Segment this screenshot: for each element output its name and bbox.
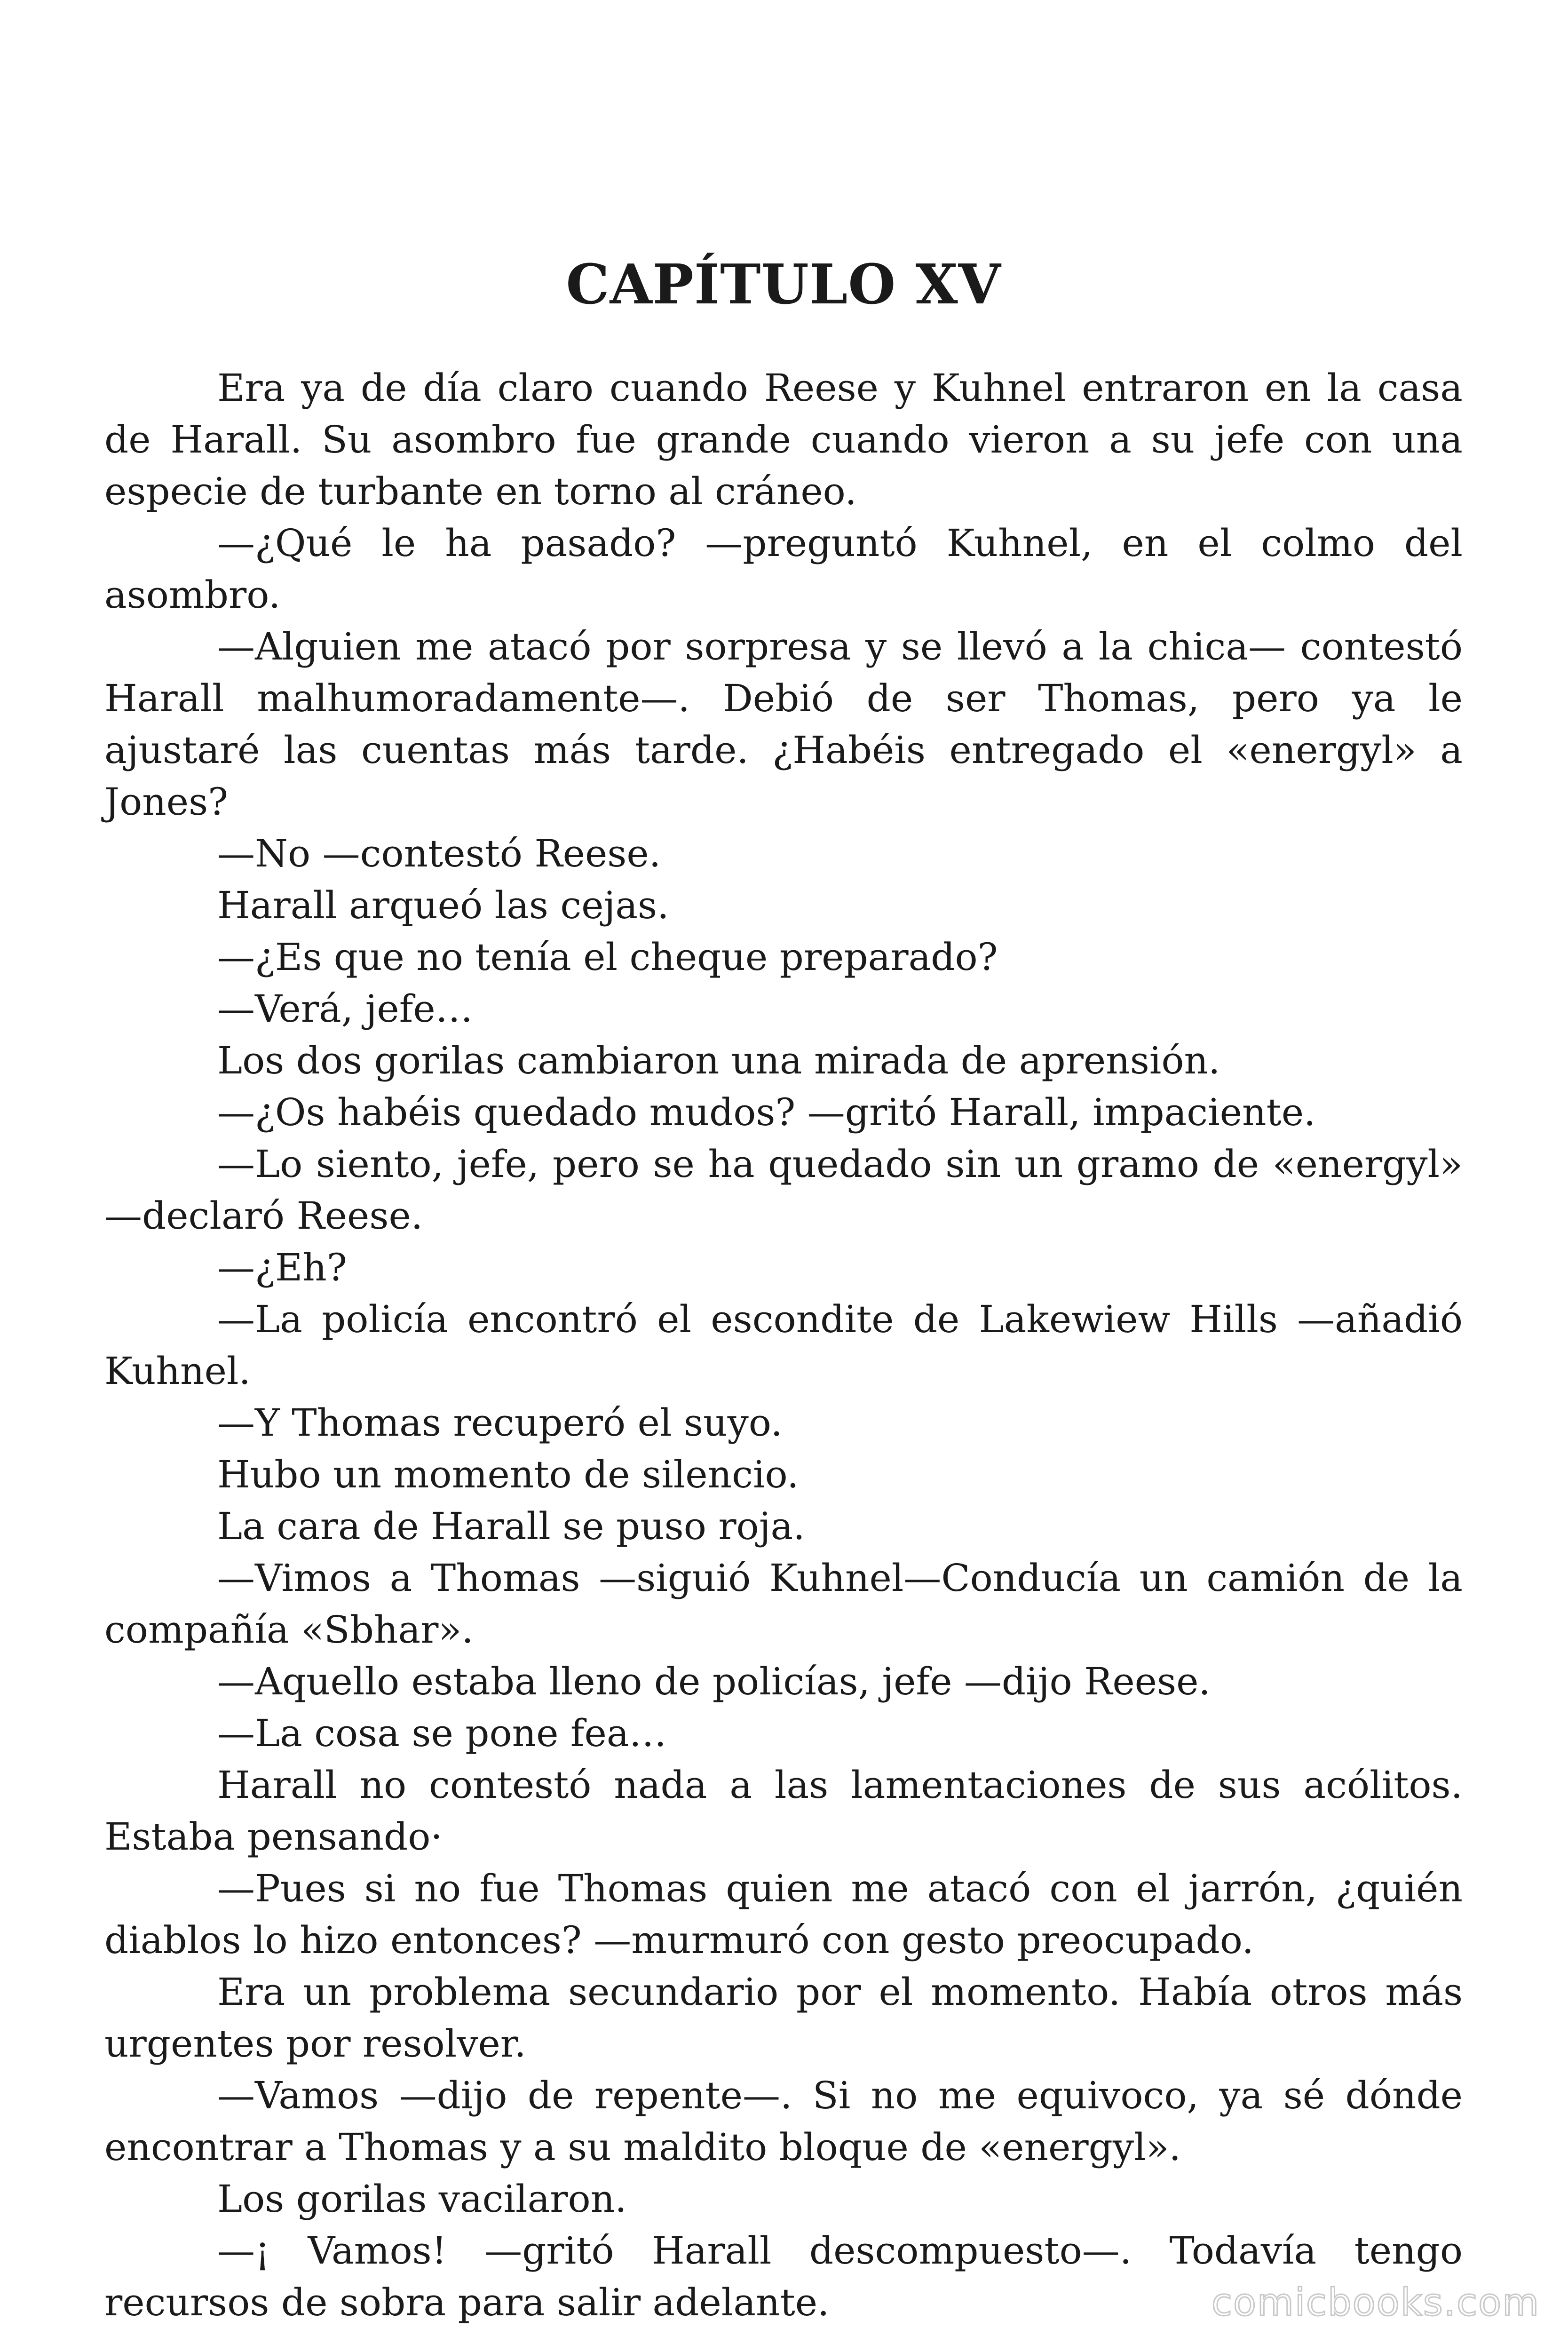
paragraph: —¿Os habéis quedado mudos? —gritó Harall, impaciente.	[217, 1090, 1316, 1134]
paragraph: —Pues si no fue Thomas quien me atacó con el jarrón, ¿quién diablos lo hizo entonces? —murmuró con gesto preocupado.	[104, 1867, 1463, 1962]
paragraph: Era un problema secundario por el momento. Había otros más urgentes por resolver.	[104, 1970, 1463, 2066]
paragraph: —¿Eh?	[217, 1246, 347, 1289]
chapter-title: CAPÍTULO XV	[566, 253, 1001, 317]
paragraph: —Alguien me atacó por sorpresa y se llevó a la chica— contestó Harall malhumoradamente—. Debió de ser Thomas, pero ya le ajustaré las cuentas más tarde. ¿Habéis entregado el «energyl» a Jones?	[104, 625, 1463, 824]
paragraph: Harall arqueó las cejas.	[217, 883, 669, 927]
paragraph: Los dos gorilas cambiaron una mirada de aprensión.	[217, 1039, 1220, 1082]
paragraph: —Lo siento, jefe, pero se ha quedado sin un gramo de «energyl» —declaró Reese.	[104, 1142, 1463, 1238]
paragraph: —¿Es que no tenía el cheque preparado?	[217, 935, 998, 979]
paragraph: —¡ Vamos! —gritó Harall descompuesto—. Todavía tengo recursos de sobra para salir adelante.	[104, 2229, 1463, 2324]
paragraph: —Aquello estaba lleno de policías, jefe —dijo Reese.	[217, 1660, 1211, 1703]
paragraph: —Vamos —dijo de repente—. Si no me equivoco, ya sé dónde encontrar a Thomas y a su maldito bloque de «energyl».	[104, 2074, 1463, 2169]
paragraph: Harall no contestó nada a las lamentaciones de sus acólitos. Estaba pensando·	[104, 1763, 1463, 1859]
watermark: comicbooks.com	[1211, 2280, 1540, 2324]
chapter-body	[104, 362, 1463, 2328]
book-page	[104, 0, 1463, 2352]
paragraph: —¿Qué le ha pasado? —preguntó Kuhnel, en el colmo del asombro.	[104, 521, 1463, 617]
paragraph: —La cosa se pone fea…	[217, 1711, 667, 1755]
paragraph: Era ya de día claro cuando Reese y Kuhnel entraron en la casa de Harall. Su asombro fue grande cuando vieron a su jefe con una especie de turbante en torno al cráneo.	[104, 366, 1463, 513]
paragraph: —La policía encontró el escondite de Lakewiew Hills —añadió Kuhnel.	[104, 1297, 1463, 1393]
paragraph: Hubo un momento de silencio.	[217, 1453, 799, 1496]
paragraph: —Y Thomas recuperó el suyo.	[217, 1401, 783, 1445]
paragraph: Los gorilas vacilaron.	[217, 2177, 627, 2221]
paragraph: La cara de Harall se puso roja.	[217, 1504, 805, 1548]
paragraph: —Verá, jefe…	[217, 987, 473, 1031]
paragraph: —No —contestó Reese.	[217, 832, 661, 875]
paragraph: —Vimos a Thomas —siguió Kuhnel—Conducía un camión de la compañía «Sbhar».	[104, 1556, 1463, 1652]
